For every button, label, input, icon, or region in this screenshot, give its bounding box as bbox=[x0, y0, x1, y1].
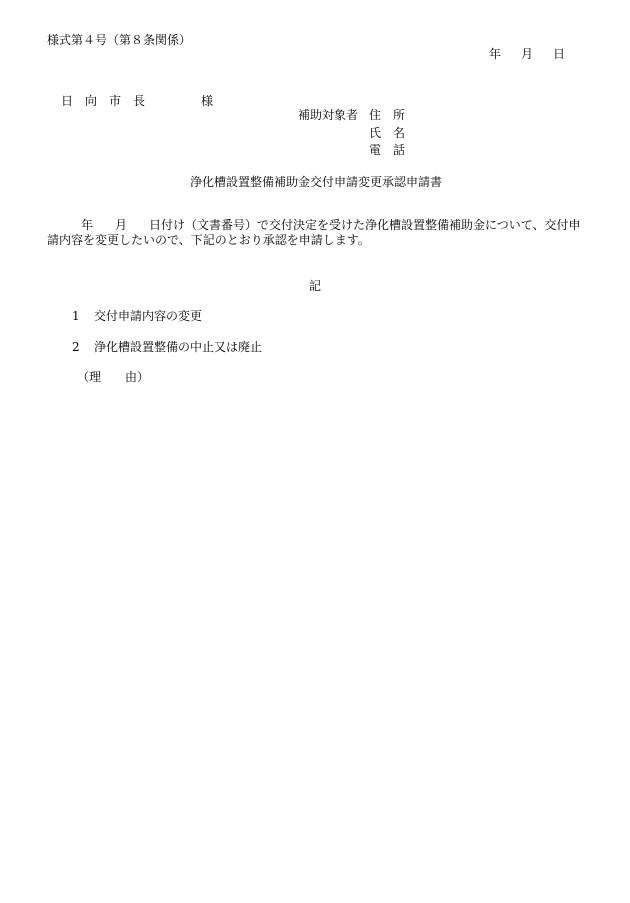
date-month-label: 月 bbox=[521, 47, 534, 61]
addressee bbox=[61, 94, 213, 108]
note-heading: 記 bbox=[309, 279, 322, 293]
date-year-label: 年 bbox=[489, 47, 502, 61]
body-month-label: 月 bbox=[115, 218, 128, 232]
item-number: 2 bbox=[72, 340, 80, 354]
item-text: 交付申請内容の変更 bbox=[94, 309, 203, 323]
document-title: 浄化槽設置整備補助金交付申請変更承認申請書 bbox=[190, 175, 443, 189]
body-year-label: 年 bbox=[81, 218, 94, 232]
name-label: 氏 名 bbox=[369, 126, 406, 140]
list-item bbox=[72, 340, 262, 354]
phone-label: 電 話 bbox=[369, 143, 406, 157]
addressee-honorific: 様 bbox=[201, 94, 214, 108]
item-number: 1 bbox=[72, 309, 80, 323]
address-label: 住 所 bbox=[369, 108, 406, 122]
list-item bbox=[72, 309, 202, 323]
body-text: 日付け（文書番号）で交付決定を受けた浄化槽設置整備補助金について、交付申請内容を変更したいので、下記のとおり承認を申請します。 bbox=[47, 218, 581, 247]
applicant-label: 補助対象者 bbox=[298, 108, 359, 122]
date-day-label: 日 bbox=[553, 47, 566, 61]
form-number: 様式第４号（第８条関係） bbox=[47, 33, 192, 47]
item-text: 浄化槽設置整備の中止又は廃止 bbox=[94, 340, 263, 354]
date-line bbox=[489, 47, 565, 61]
reason-label: （理 由） bbox=[77, 370, 150, 384]
addressee-name: 日 向 市 長 bbox=[61, 94, 146, 108]
body-paragraph bbox=[47, 218, 587, 248]
